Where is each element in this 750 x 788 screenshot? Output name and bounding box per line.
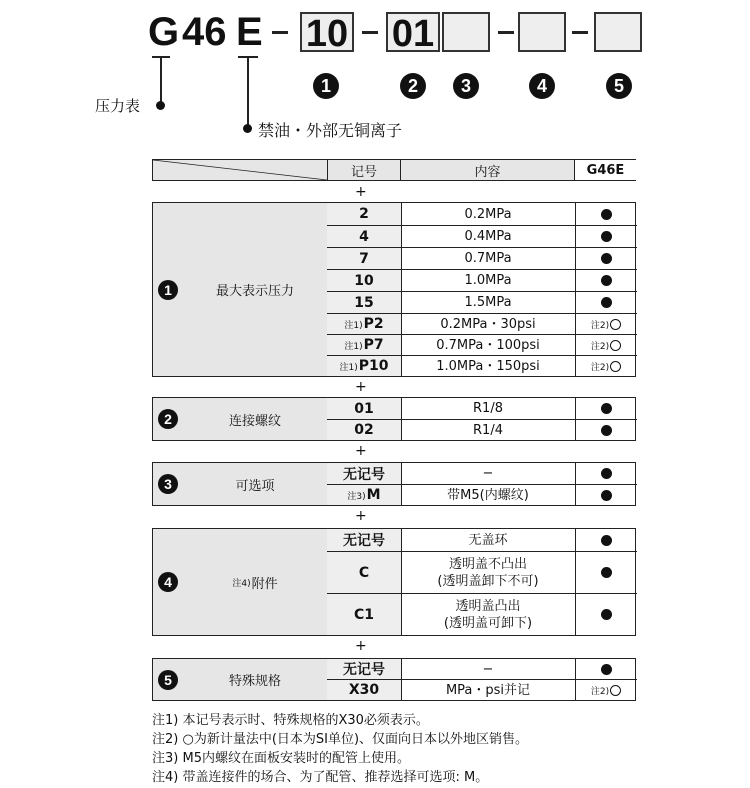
table-row bbox=[327, 334, 637, 355]
mark-cell bbox=[575, 356, 637, 376]
row-code: C1 bbox=[327, 594, 402, 635]
model-suffix: E bbox=[236, 10, 263, 54]
mark-cell bbox=[575, 680, 637, 700]
open-circle-icon bbox=[610, 685, 621, 696]
mark-cell bbox=[575, 203, 637, 225]
mark-note: 注2) bbox=[590, 341, 610, 352]
section-number-4: 4 bbox=[158, 572, 178, 592]
leader-line bbox=[160, 56, 162, 102]
mark-cell bbox=[575, 314, 637, 334]
filled-dot-icon bbox=[601, 297, 612, 308]
row-desc: − bbox=[401, 463, 576, 484]
row-code: 无记号 bbox=[327, 463, 402, 484]
section-label: 最大表示压力 bbox=[183, 203, 328, 376]
model-prefix: G bbox=[148, 10, 180, 54]
table-header bbox=[152, 159, 636, 181]
row-code: C bbox=[327, 552, 402, 593]
open-circle-icon bbox=[610, 361, 621, 372]
mark-cell bbox=[575, 463, 637, 484]
dash bbox=[572, 31, 588, 34]
row-note: 注1) bbox=[344, 320, 363, 331]
row-code-cell bbox=[327, 335, 402, 355]
row-code-cell bbox=[327, 314, 402, 334]
footnote-1: 注1) 本记号表示时、特殊规格的X30必须表示。 bbox=[152, 713, 429, 728]
leader-line bbox=[247, 56, 249, 127]
row-code: M bbox=[366, 487, 381, 503]
table-row bbox=[327, 269, 637, 291]
table-row bbox=[327, 247, 637, 269]
plus-sign: + bbox=[355, 508, 367, 524]
section-connection-thread bbox=[152, 397, 636, 441]
section-max-pressure bbox=[152, 202, 636, 377]
mark-cell bbox=[575, 552, 637, 593]
dash bbox=[498, 31, 514, 34]
row-code: 01 bbox=[327, 398, 402, 419]
table-row bbox=[327, 398, 637, 419]
table-row bbox=[327, 291, 637, 313]
oil-free-label: 禁油・外部无铜离子 bbox=[258, 121, 403, 140]
row-desc: R1/4 bbox=[401, 420, 576, 440]
row-code: 4 bbox=[327, 226, 402, 247]
table-row bbox=[327, 313, 637, 334]
mark-cell bbox=[575, 248, 637, 269]
row-desc: 0.2MPa・30psi bbox=[401, 314, 576, 334]
row-note: 注1) bbox=[344, 341, 363, 352]
plus-sign: + bbox=[355, 184, 367, 200]
mark-cell bbox=[575, 292, 637, 313]
row-desc: 1.5MPa bbox=[401, 292, 576, 313]
header-model: G46E bbox=[575, 160, 636, 180]
row-code: P7 bbox=[363, 337, 384, 353]
mark-cell bbox=[575, 594, 637, 635]
table-row bbox=[327, 593, 637, 635]
section-number-3: 3 bbox=[158, 474, 178, 494]
table-row bbox=[327, 551, 637, 593]
filled-dot-icon bbox=[601, 403, 612, 414]
code-box-1: 10 bbox=[300, 12, 354, 52]
section-label-note: 注4) bbox=[232, 578, 251, 589]
mark-cell bbox=[575, 420, 637, 440]
table-row bbox=[327, 659, 637, 679]
callout-number-2: 2 bbox=[400, 73, 426, 99]
row-desc-cell bbox=[401, 552, 576, 593]
section-label-cell bbox=[183, 529, 328, 635]
callout-number-4: 4 bbox=[529, 73, 555, 99]
section-number-cell bbox=[153, 398, 184, 440]
row-code: 无记号 bbox=[327, 529, 402, 551]
row-code-cell bbox=[327, 485, 402, 505]
open-circle-icon bbox=[610, 319, 621, 330]
mark-cell bbox=[575, 335, 637, 355]
mark-cell bbox=[575, 270, 637, 291]
footnote-3: 注3) M5内螺纹在面板安装时的配管上使用。 bbox=[152, 751, 410, 766]
plus-sign: + bbox=[355, 379, 367, 395]
filled-dot-icon bbox=[601, 468, 612, 479]
row-note: 注3) bbox=[347, 491, 366, 502]
section-number-1: 1 bbox=[158, 280, 178, 300]
row-desc: 1.0MPa bbox=[401, 270, 576, 291]
section-options bbox=[152, 462, 636, 506]
leader-dot bbox=[156, 101, 165, 110]
callout-number-1: 1 bbox=[313, 73, 339, 99]
mark-cell bbox=[575, 529, 637, 551]
leader-dot bbox=[243, 124, 252, 133]
row-code: 无记号 bbox=[327, 659, 402, 679]
mark-cell bbox=[575, 659, 637, 679]
pressure-gauge-label: 压力表 bbox=[95, 97, 141, 115]
section-label: 特殊规格 bbox=[183, 659, 328, 700]
section-number-cell bbox=[153, 463, 184, 505]
row-code: 7 bbox=[327, 248, 402, 269]
section-special-spec bbox=[152, 658, 636, 701]
table-row bbox=[327, 529, 637, 551]
plus-sign: + bbox=[355, 638, 367, 654]
mark-note: 注2) bbox=[590, 686, 610, 697]
code-box-5 bbox=[594, 12, 642, 52]
row-desc: MPa・psi并记 bbox=[401, 680, 576, 700]
table-row bbox=[327, 679, 637, 700]
mark-cell bbox=[575, 226, 637, 247]
table-row bbox=[327, 419, 637, 440]
mark-cell bbox=[575, 485, 637, 505]
filled-dot-icon bbox=[601, 425, 612, 436]
table-row bbox=[327, 484, 637, 505]
callout-number-3: 3 bbox=[453, 73, 479, 99]
header-code: 记号 bbox=[327, 160, 401, 180]
header-content: 内容 bbox=[401, 160, 575, 180]
section-label: 可选项 bbox=[183, 463, 328, 505]
row-desc-sub: (透明盖卸下不可) bbox=[437, 573, 539, 589]
row-desc: 1.0MPa・150psi bbox=[401, 356, 576, 376]
row-code: 02 bbox=[327, 420, 402, 440]
filled-dot-icon bbox=[601, 275, 612, 286]
row-code: 15 bbox=[327, 292, 402, 313]
row-note: 注1) bbox=[339, 362, 358, 373]
model-size: 46 bbox=[182, 10, 227, 54]
section-accessories bbox=[152, 528, 636, 636]
mark-note: 注2) bbox=[590, 362, 610, 373]
row-code: P2 bbox=[363, 316, 384, 332]
row-desc: 带M5(内螺纹) bbox=[401, 485, 576, 505]
footnote-2: 注2) ○为新计量法中(日本为SI单位)、仅面向日本以外地区销售。 bbox=[152, 732, 529, 747]
table-row bbox=[327, 225, 637, 247]
filled-dot-icon bbox=[601, 490, 612, 501]
callout-number-5: 5 bbox=[606, 73, 632, 99]
filled-dot-icon bbox=[601, 664, 612, 675]
mark-note: 注2) bbox=[590, 320, 610, 331]
footnote-4: 注4) 带盖连接件的场合、为了配管、推荐选择可选项: M。 bbox=[152, 770, 489, 785]
row-desc: 0.7MPa・100psi bbox=[401, 335, 576, 355]
mark-cell bbox=[575, 398, 637, 419]
section-label: 附件 bbox=[251, 576, 278, 592]
filled-dot-icon bbox=[601, 609, 612, 620]
row-code: P10 bbox=[358, 358, 389, 374]
dash bbox=[362, 31, 378, 34]
section-number-5: 5 bbox=[158, 670, 178, 690]
section-label: 连接螺纹 bbox=[183, 398, 328, 440]
code-box-4 bbox=[518, 12, 566, 52]
table-row bbox=[327, 463, 637, 484]
filled-dot-icon bbox=[601, 535, 612, 546]
row-desc: 0.4MPa bbox=[401, 226, 576, 247]
row-code: 2 bbox=[327, 203, 402, 225]
row-code-cell bbox=[327, 356, 402, 376]
row-desc: 0.2MPa bbox=[401, 203, 576, 225]
section-number-cell bbox=[153, 203, 184, 376]
filled-dot-icon bbox=[601, 231, 612, 242]
row-desc-sub: (透明盖可卸下) bbox=[443, 615, 533, 631]
row-code: X30 bbox=[327, 680, 402, 700]
row-desc: 透明盖凸出 bbox=[455, 598, 521, 614]
filled-dot-icon bbox=[601, 253, 612, 264]
code-box-2: 01 bbox=[386, 12, 440, 52]
open-circle-icon bbox=[610, 340, 621, 351]
dash bbox=[272, 31, 288, 34]
table-row bbox=[327, 203, 637, 225]
row-desc: 0.7MPa bbox=[401, 248, 576, 269]
row-desc: 无盖环 bbox=[401, 529, 576, 551]
diagonal-line bbox=[153, 160, 327, 180]
section-number-cell bbox=[153, 659, 184, 700]
section-number-cell bbox=[153, 529, 184, 635]
filled-dot-icon bbox=[601, 209, 612, 220]
code-box-3 bbox=[442, 12, 490, 52]
row-desc: R1/8 bbox=[401, 398, 576, 419]
row-desc-cell bbox=[401, 594, 576, 635]
row-desc: 透明盖不凸出 bbox=[448, 556, 527, 572]
section-number-2: 2 bbox=[158, 409, 178, 429]
table-row bbox=[327, 355, 637, 376]
row-code: 10 bbox=[327, 270, 402, 291]
row-desc: − bbox=[401, 659, 576, 679]
plus-sign: + bbox=[355, 443, 367, 459]
filled-dot-icon bbox=[601, 567, 612, 578]
